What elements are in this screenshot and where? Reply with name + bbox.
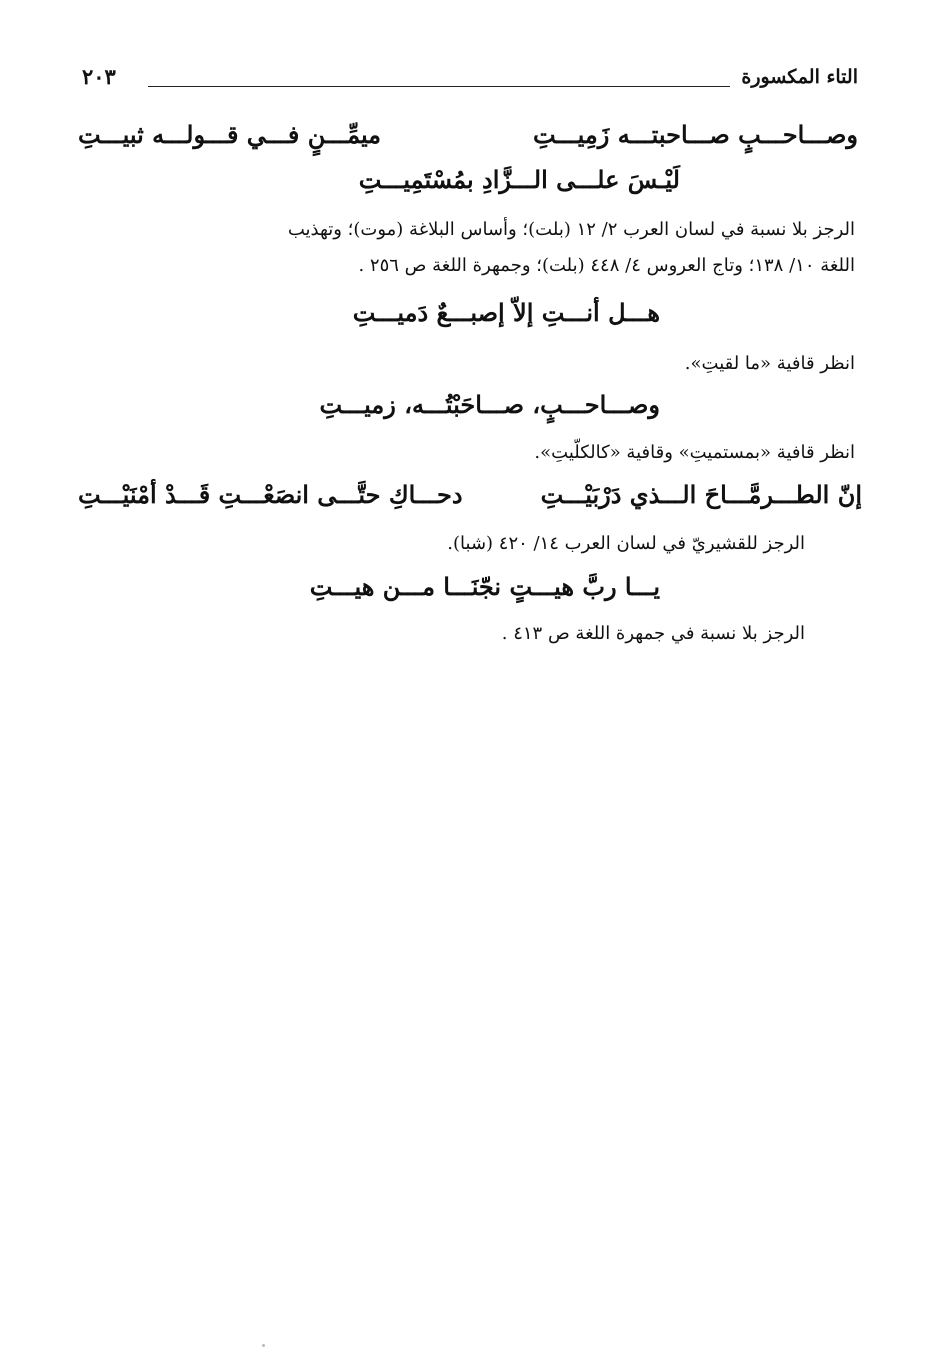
- verse-line: [280, 298, 660, 338]
- verse-line: [280, 572, 660, 612]
- verse-hemistich: يـــا ربَّ هيـــتٍ نجّنَـــا مـــن هيـــتِ: [309, 572, 660, 601]
- note-paragraph: انظر قافية «ما لقيتِ».: [684, 353, 855, 374]
- verse-line: [78, 480, 862, 520]
- verse-hemistich-left: دحـــاكِ حتَّـــى انصَعْـــتِ قَـــدْ أمْنَيْـــتِ: [78, 480, 463, 509]
- note-paragraph: انظر قافية «بمستميتِ» وقافية «كالكلّيتِ».: [534, 442, 855, 463]
- verse-hemistich-right: إنّ الطـــرمَّـــاحَ الـــذي دَرْبَيْـــتِ: [540, 480, 862, 509]
- verse-line: [78, 120, 858, 160]
- scan-speck: [262, 1344, 265, 1347]
- chapter-title: التاء المكسورة: [741, 66, 858, 88]
- note-paragraph: الرجز بلا نسبة في جمهرة اللغة ص ٤١٣ .: [501, 623, 805, 644]
- verse-hemistich: وصـــاحـــبٍ، صـــاحَبْتُـــه، زميـــتِ: [319, 390, 660, 419]
- note-line: الرجز بلا نسبة في لسان العرب ٢/ ١٢ (بلت)؛ وأساس البلاغة (موت)؛ وتهذيب: [287, 219, 855, 240]
- note-paragraph: [70, 212, 855, 288]
- verse-hemistich: لَيْـسَ علـــى الـــزَّادِ بمُسْتَمِيـــتِ: [358, 165, 680, 194]
- verse-hemistich-right: وصـــاحـــبٍ صـــاحبتـــه زَمِيـــتِ: [533, 120, 858, 149]
- note-line: اللغة ١٠/ ١٣٨؛ وتاج العروس ٤/ ٤٤٨ (بلت)؛ وجمهرة اللغة ص ٢٥٦ .: [358, 255, 855, 276]
- verse-line: [280, 390, 660, 430]
- header-rule: [148, 86, 730, 87]
- verse-hemistich-left: ميمِّـــنٍ فـــي قـــولـــه ثبيـــتِ: [78, 120, 382, 149]
- note-paragraph: الرجز للقشيريّ في لسان العرب ١٤/ ٤٢٠ (شبا).: [447, 533, 805, 554]
- verse-line: [280, 165, 680, 205]
- running-header: [78, 62, 858, 96]
- verse-hemistich: هـــل أنـــتِ إلاّ إصبـــعٌ دَميـــتِ: [352, 298, 660, 327]
- page-number: ٢٠٣: [82, 64, 116, 89]
